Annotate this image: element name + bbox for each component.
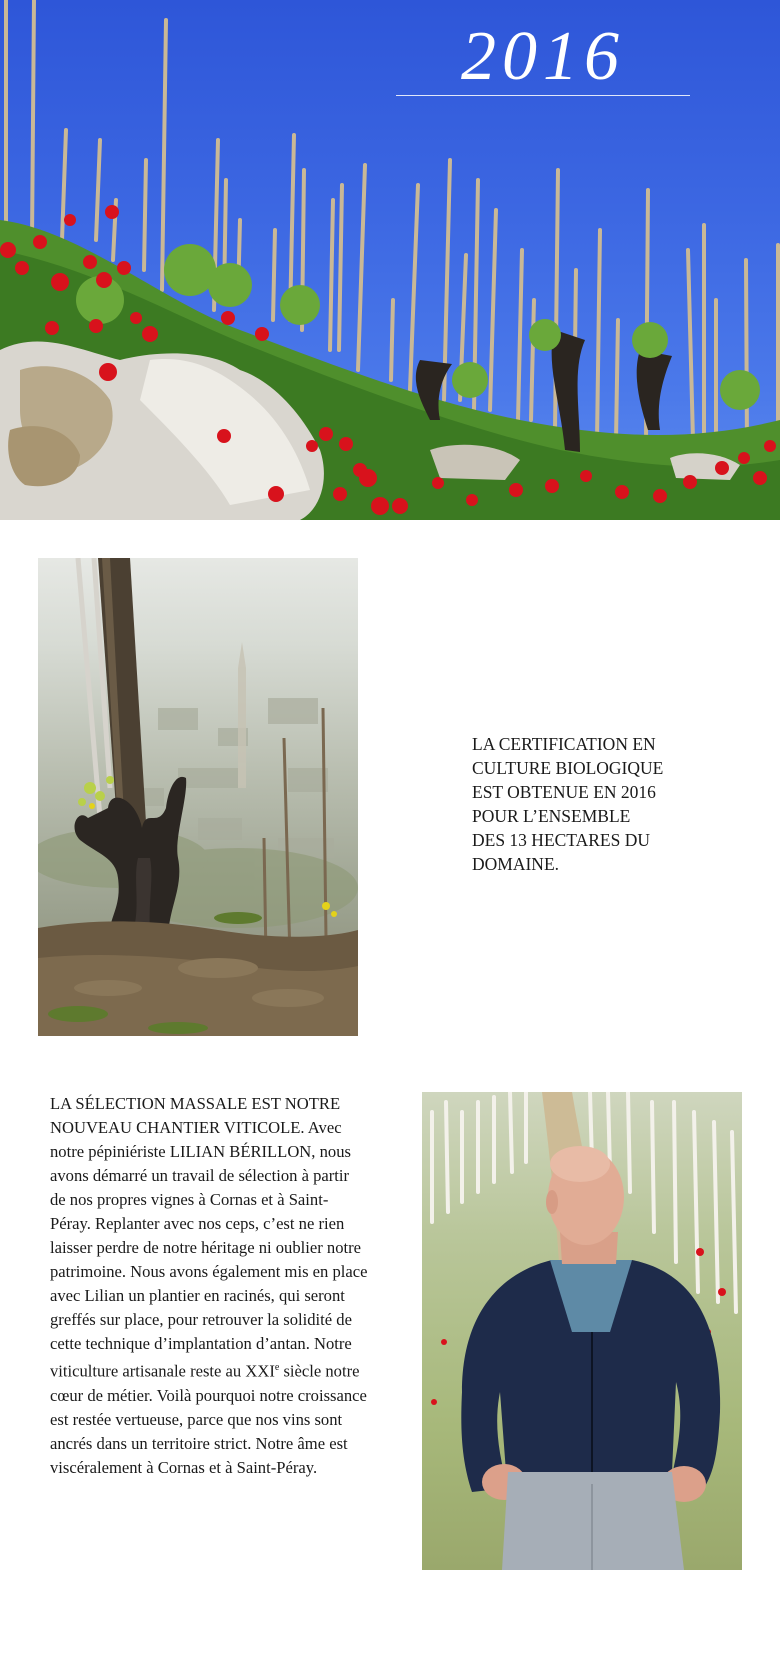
century-number: XXI [245,1361,275,1381]
story-lead: LA SÉLECTION MASSALE EST NOTRE NOUVEAU CHANTIER VITICOLE. [50,1094,341,1137]
hero-divider [396,95,690,96]
certification-text: LA CERTIFICATION EN CULTURE BIOLOGIQUE EST OBTENUE EN 2016 POUR L’ENSEMBLE DES 13 HECTARES DU DOMAINE. [472,734,664,874]
century-suffix: e [274,1362,280,1373]
nurseryman-name: LILIAN BÉRILLON [169,1142,312,1161]
old-vine-stake-photo [38,558,358,1036]
hero-year: 2016 [461,18,625,95]
story-part-1: Avec notre pépiniériste [50,1118,342,1161]
hero-banner [0,0,780,520]
winemaker-portrait-photo [422,1092,742,1570]
story-part-3: siècle notre cœur de métier. Voilà pourquoi notre croissance est restée vertueuse, parce que nos vins sont ancrés dans un territoire strict. Notre âme est viscéralement à Cornas et à Saint-Péray. [50,1361,367,1477]
massale-selection-paragraph [50,1092,368,1480]
story-part-2: , nous avons démarré un travail de sélection à partir de nos propres vignes à Cornas et à Saint-Péray. Replanter avec nos ceps, c’est ne rien laisser perdre de notre héritage ni oublier notre patrimoine. Nous avons également mis en place avec Lilian un plantier en racinés, qui seront greffés sur place, pour retrouver la solidité de cette technique d’implantation d’antan. Notre viticulture artisanale reste au [50,1142,368,1381]
